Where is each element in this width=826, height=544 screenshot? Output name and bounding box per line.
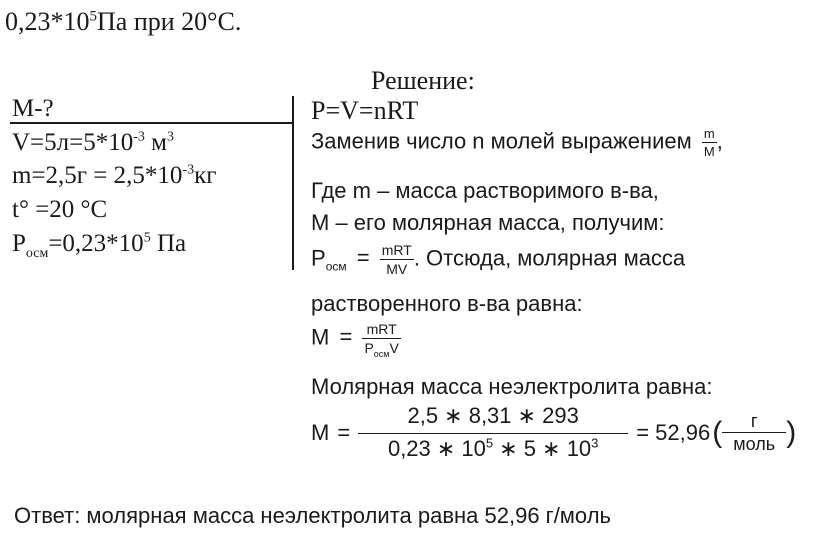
solution-line-replace: Заменив число n молей выражением $\frac{m}{M}$ ,	[311, 126, 723, 159]
calculation-fraction: $\frac{2,5 ∗ 8,31 ∗ 293}{0,23 ∗ 10^5 ∗ 5 ∗ 10^3}$	[358, 405, 628, 460]
header-exponent: 5	[89, 8, 97, 25]
solution-line-molar: М – его молярная масса, получим:	[311, 210, 665, 235]
given-volume: $V=5л=5*10^{-3}$ $м^3$	[12, 129, 174, 156]
solution-heading: Решение:	[371, 66, 475, 95]
header-value: 0,23*10	[5, 7, 90, 36]
solution-calculation: М = $\frac{2,5 ∗ 8,31 ∗ 293}{0,23 ∗ 10^5 ∗ 5 ∗ 10^3}$ = 52,96 ( $\frac{г}{\text{моль}}$ )	[311, 403, 797, 461]
solution-posm-formula: $Р_{осм}$ = $\frac{\text{mRT}}{MV}$ . Отсюда, молярная масса	[311, 242, 686, 277]
solution-line-where: Где m – масса растворимого в-ва,	[311, 178, 659, 203]
given-vertical-divider	[292, 96, 294, 270]
answer-line: Ответ: молярная масса неэлектролита равна 52,96 г/моль	[14, 503, 611, 528]
fraction-m-over-M: $\frac{m}{M}$	[703, 126, 715, 159]
unit-fraction: $\frac{г}{\text{моль}}$	[722, 412, 786, 453]
solution-formula-pv: Р=V=nRT	[311, 96, 419, 125]
given-divider	[10, 122, 292, 124]
given-unknown: М-?	[12, 95, 54, 122]
given-temperature: t° =20 °С	[12, 196, 108, 223]
solution-m-formula: М = $\frac{\text{mRT}}{Р_{осм}V}$	[311, 321, 399, 359]
fraction-mrt-over-posm-v: $\frac{\text{mRT}}{Р_{осм}V}$	[364, 321, 399, 359]
header-unit-condition: Па при 20°С.	[97, 7, 242, 36]
given-mass: $m=2,5г = 2,5*10^{-3}кг$	[12, 162, 217, 189]
fraction-mrt-over-mv: $\frac{\text{mRT}}{MV}$	[381, 242, 412, 277]
given-pressure: $Р_{осм}=0,23*10^5$ Па	[12, 230, 187, 261]
solution-line-nonelectrolyte: Молярная масса неэлектролита равна:	[311, 374, 713, 399]
solution-line-dissolved: растворенного в-ва равна:	[311, 291, 583, 316]
header-line	[5, 9, 241, 35]
